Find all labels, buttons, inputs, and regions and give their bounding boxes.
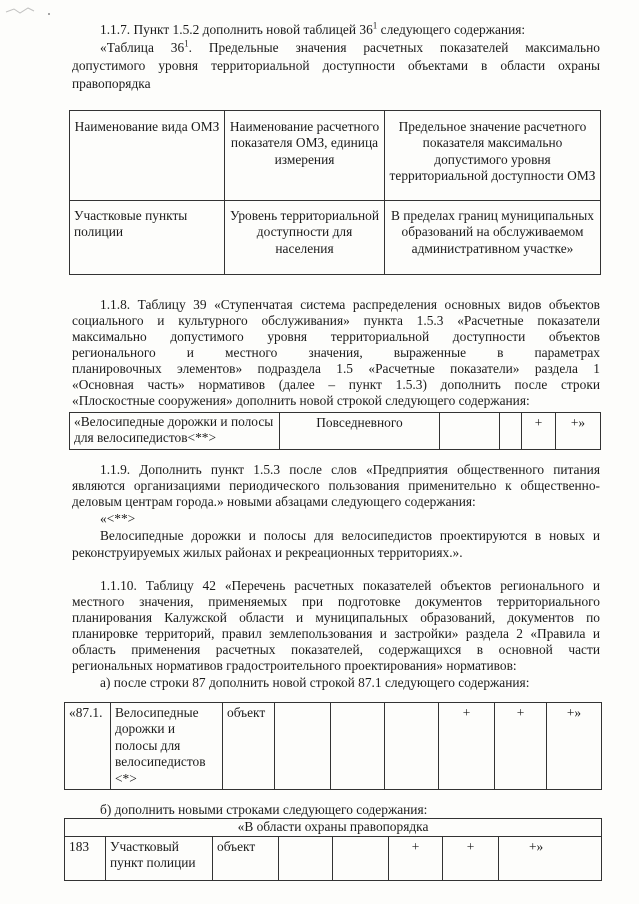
p4-line: являются организациями периодического пользования применительно к общественно-	[72, 478, 600, 493]
table-row	[65, 837, 602, 881]
p5-line: региональных нормативов градостроительного проектирования» нормативов:	[72, 658, 517, 673]
scan-artifact	[4, 4, 64, 18]
item-b: б) дополнить новыми строками следующего содержания:	[100, 802, 428, 817]
table-cell: +	[522, 413, 556, 450]
table-cell: +	[443, 837, 499, 881]
table-header-row	[70, 111, 601, 201]
caption-part-a: «Таблица 36	[100, 40, 185, 55]
caption-part-b: . Предельные значения расчетных показателей максимально	[188, 40, 600, 55]
table-header-cell: Предельное значение расчетного показателя максимально допустимого уровня территориальной доступности ОМЗ	[385, 111, 601, 201]
item-a: а) после строки 87 дополнить новой строкой 87.1 следующего содержания:	[100, 675, 530, 690]
table-cell: +»	[547, 703, 602, 790]
p5-line: область применения расчетных показателей, содержащихся в основной части	[72, 642, 600, 657]
table-header-cell: Наименование расчетного показателя ОМЗ, единица измерения	[225, 111, 385, 201]
table-cell	[385, 703, 439, 790]
table-42-row-87-1	[64, 702, 602, 790]
table-cell: объект	[223, 703, 275, 790]
caption-sup: 1	[184, 38, 189, 49]
table-row	[70, 413, 601, 450]
table-section-row	[65, 819, 602, 837]
table-row	[65, 703, 602, 790]
table-caption-line-1	[72, 40, 600, 56]
table-cell: +	[439, 703, 495, 790]
p4-line: деловым центрам города.» новыми абзацами следующего содержания:	[72, 494, 476, 509]
p4-body-line: реконструируемых жилых районах и рекреационных территориях.».	[72, 545, 463, 560]
p3-line: «Основная часть» нормативов (далее – пункт 1.5.3) дополнить после строки	[72, 377, 600, 392]
table-caption-line-2: допустимого уровня территориальной доступности объектами в области охраны	[72, 58, 600, 73]
table-header-cell: Наименование вида ОМЗ	[70, 111, 225, 201]
p3-line: «Плоскостные сооружения» дополнить новой строкой следующего содержания:	[72, 393, 530, 408]
table-42-section-police	[64, 818, 602, 881]
p1-sup: 1	[372, 20, 378, 31]
p4-marker: «<**>	[100, 511, 136, 526]
table-cell: +	[495, 703, 547, 790]
p5-line: планировке территорий, правил землепользования и застройки» раздела 2 «Правила и	[72, 626, 600, 641]
table-cell	[333, 837, 389, 881]
table-cell: 183	[65, 837, 106, 881]
table-cell: +»	[499, 837, 602, 881]
table-cell: Участковый пункт полиции	[106, 837, 213, 881]
p5-line: планирования Калужской области и муниципальных образований, документов по	[72, 610, 600, 625]
table-cell	[275, 703, 331, 790]
table-cell	[331, 703, 385, 790]
table-row	[70, 201, 601, 275]
p5-line: 1.1.10. Таблицу 42 «Перечень расчетных показателей объектов регионального и	[100, 578, 600, 593]
p1-head: 1.1.7. Пункт 1.5.2 дополнить новой таблицей 36	[100, 22, 373, 37]
table-cell: объект	[213, 837, 279, 881]
p3-line: регионального и местного значения, выраженные в параметрах	[72, 345, 600, 360]
table-cell	[500, 413, 522, 450]
table-cell: Повседневного	[280, 413, 440, 450]
p5-line: местного значения, применяемых при подготовке документов территориального	[72, 594, 600, 609]
table-cell	[440, 413, 500, 450]
paragraph-1-1-7	[72, 22, 600, 38]
p3-line: социального и культурного обслуживания» пункта 1.5.3 «Расчетные показатели	[72, 313, 600, 328]
table-cell: Участковые пункты полиции	[70, 201, 225, 275]
table-cell: Велосипедные дорожки и полосы для велосипедистов <*>	[111, 703, 223, 790]
table-cell: +	[389, 837, 443, 881]
p4-body-line: Велосипедные дорожки и полосы для велосипедистов проектируются в новых и	[100, 528, 600, 543]
p4-line: 1.1.9. Дополнить пункт 1.5.3 после слов «Предприятия общественного питания	[100, 462, 600, 477]
p3-line: планировочных элементов» подраздела 1.5 «Расчетные показатели» раздела 1	[72, 361, 600, 376]
table-cell: «87.1.	[65, 703, 111, 790]
table-caption-line-3: правопорядка	[72, 76, 151, 91]
table-cell: Уровень территориальной доступности для населения	[225, 201, 385, 275]
table-cell: «Велосипедные дорожки и полосы для велосипедистов<**>	[70, 413, 280, 450]
p3-line: максимально допустимого уровня территориальной доступности объектов	[72, 329, 600, 344]
p1-tail: следующего содержания:	[377, 22, 526, 37]
table-section-heading: «В области охраны правопорядка	[65, 819, 602, 837]
table-cell: +»	[556, 413, 601, 450]
table-36-1	[69, 110, 601, 275]
table-cell: В пределах границ муниципальных образований на обслуживаемом административном участке»	[385, 201, 601, 275]
table-cell	[279, 837, 333, 881]
p3-line: 1.1.8. Таблицу 39 «Ступенчатая система распределения основных видов объектов	[100, 297, 600, 312]
table-39-row	[69, 412, 601, 450]
